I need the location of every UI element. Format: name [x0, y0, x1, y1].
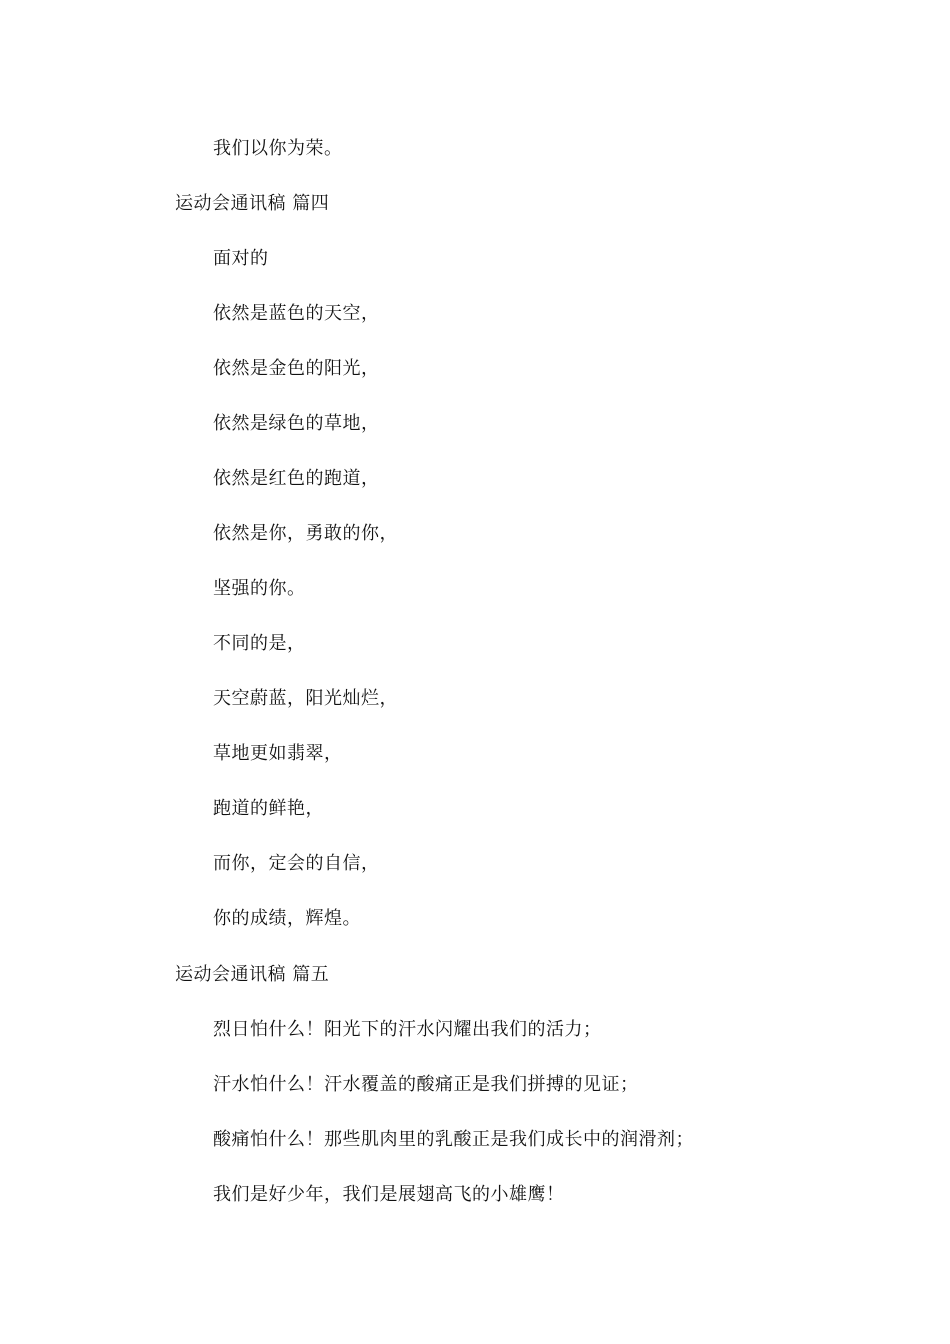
paragraph-line: 依然是红色的跑道，	[213, 468, 380, 489]
paragraph-line: 烈日怕什么！阳光下的汗水闪耀出我们的活力；	[213, 1019, 602, 1040]
paragraph-line: 而你，定会的自信，	[213, 853, 380, 874]
paragraph-line: 酸痛怕什么！那些肌肉里的乳酸正是我们成长中的润滑剂；	[213, 1129, 694, 1150]
paragraph-line: 跑道的鲜艳，	[213, 798, 324, 819]
paragraph-line: 依然是金色的阳光，	[213, 358, 380, 379]
section-5-title: 运动会通讯稿 篇五	[175, 964, 330, 985]
paragraph-line: 依然是你，勇敢的你，	[213, 523, 398, 544]
paragraph-line: 坚强的你。	[213, 578, 306, 599]
section-4-title: 运动会通讯稿 篇四	[175, 193, 330, 214]
paragraph-line: 依然是蓝色的天空，	[213, 303, 380, 324]
paragraph-line: 我们是好少年，我们是展翅高飞的小雄鹰！	[213, 1184, 565, 1205]
paragraph-line: 不同的是，	[213, 633, 306, 654]
paragraph-line: 天空蔚蓝，阳光灿烂，	[213, 688, 398, 709]
paragraph-line: 汗水怕什么！汗水覆盖的酸痛正是我们拼搏的见证；	[213, 1074, 639, 1095]
intro-line: 我们以你为荣。	[213, 138, 343, 159]
paragraph-line: 你的成绩，辉煌。	[213, 908, 361, 929]
paragraph-line: 草地更如翡翠，	[213, 743, 343, 764]
paragraph-line: 面对的	[213, 248, 269, 269]
paragraph-line: 依然是绿色的草地，	[213, 413, 380, 434]
